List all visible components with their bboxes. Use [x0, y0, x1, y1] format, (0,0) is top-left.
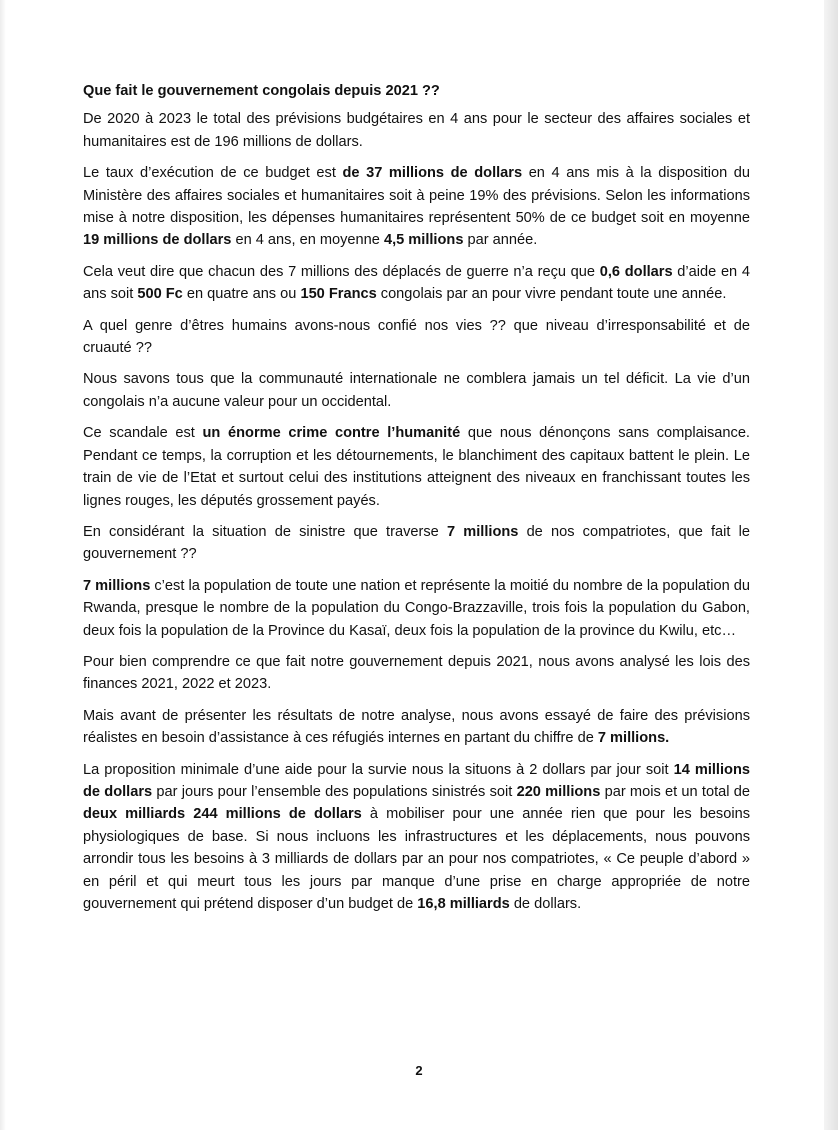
- page-right-edge: [824, 0, 838, 1130]
- paragraph: [83, 521, 750, 566]
- bold-text: 0,6 dollars: [599, 263, 673, 280]
- text-run: Mais avant de présenter les résultats de notre analyse, nous avons essayé de faire des prévisions réalistes en besoin d’assistance à ces réfugiés internes en partant du chiffre de: [83, 707, 750, 747]
- text-run: c’est la population de toute une nation et représente la moitié du nombre de la population du Rwanda, presque le nombre de la population du Congo-Brazzaville, trois fois la population du Gabon, deux fois la population de la Province du Kasaï, deux fois la population de la province du Kwilu, etc…: [83, 577, 751, 639]
- text-run: La proposition minimale d’une aide pour la survie nous la situons à 2 dollars par jour soit: [83, 761, 674, 778]
- paragraph: [83, 315, 750, 360]
- bold-text: 19 millions de dollars: [83, 232, 232, 249]
- text-run: de nos compatriotes, que fait le gouvernement ??: [83, 523, 750, 563]
- text-run: que nous dénonçons sans complaisance. Pendant ce temps, la corruption et les détournements, le blanchiment des capitaux battent le plein. Le train de vie de l’Etat et surtout celui des institutions atteignent des niveaux en franchissant toutes les lignes rouges, les députés grossement payés.: [83, 425, 750, 509]
- bold-text: 500 Fc: [137, 286, 183, 303]
- text-run: En considérant la situation de sinistre que traverse: [83, 523, 447, 540]
- text-run: Ce scandale est: [83, 425, 203, 442]
- text-run: par mois et un total de: [600, 783, 750, 800]
- page-left-edge: [0, 0, 6, 1130]
- bold-text: un énorme crime contre l’humanité: [202, 425, 461, 442]
- bold-text: 4,5 millions: [383, 232, 464, 249]
- text-run: en 4 ans mis à la disposition du Ministère des affaires sociales et humanitaires soit à peine 19% des prévisions. Selon les informations mise à notre disposition, les dépenses humanitaires représentent 50% de ce budget soit en moyenne: [83, 165, 751, 227]
- text-run: en quatre ans ou: [182, 286, 301, 303]
- text-run: en 4 ans, en moyenne: [231, 232, 384, 249]
- paragraph: [83, 422, 750, 512]
- page-number: 2: [415, 1063, 423, 1078]
- paragraph-list: [83, 108, 750, 915]
- paragraph: [83, 108, 750, 153]
- paragraph: [83, 651, 750, 696]
- text-run: Cela veut dire que chacun des 7 millions des déplacés de guerre n’a reçu que: [83, 263, 600, 280]
- paragraph: [83, 162, 750, 252]
- bold-text: 7 millions: [83, 577, 151, 594]
- text-run: à mobiliser pour une année rien que pour les besoins physiologiques de base. Si nous incluons les infrastructures et les déplacements, nous pouvons arrondir tous les besoins à 3 milliards de dollars par an pour nos compatriotes, « Ce peuple d’abord » en péril et qui meurt tous les jours par manque d’une prise en charge appropriée de notre gouvernement qui prétend disposer d’un budget de: [83, 806, 750, 912]
- text-run: Le taux d’exécution de ce budget est: [83, 165, 343, 182]
- bold-text: 220 millions: [516, 783, 601, 800]
- text-run: Nous savons tous que la communauté internationale ne comblera jamais un tel déficit. La vie d’un congolais n’a aucune valeur pour un occidental.: [83, 371, 750, 410]
- paragraph: [83, 759, 750, 916]
- text-run: Pour bien comprendre ce que fait notre gouvernement depuis 2021, nous avons analysé les lois des finances 2021, 2022 et 2023.: [83, 653, 750, 693]
- text-run: par année.: [463, 232, 538, 249]
- text-run: de dollars.: [509, 896, 582, 912]
- paragraph: [83, 368, 750, 413]
- paragraph: [83, 705, 750, 750]
- bold-text: de 37 millions de dollars: [342, 165, 523, 182]
- bold-text: deux milliards 244 millions de dollars: [83, 806, 362, 823]
- bold-text: 7 millions: [446, 523, 519, 540]
- bold-text: 150 Francs: [300, 286, 377, 303]
- document-body: [83, 80, 750, 924]
- text-run: par jours pour l’ensemble des populations sinistrés soit: [152, 783, 517, 800]
- bold-text: 14 millions de dollars: [83, 761, 750, 800]
- text-run: De 2020 à 2023 le total des prévisions budgétaires en 4 ans pour le secteur des affaires sociales et humanitaires est de 196 millions de dollars.: [83, 111, 750, 150]
- text-run: d’aide en 4 ans soit: [83, 263, 750, 303]
- bold-text: 16,8 milliards: [417, 896, 510, 912]
- text-run: congolais par an pour vivre pendant toute une année.: [376, 286, 727, 303]
- paragraph: [83, 575, 750, 642]
- bold-text: 7 millions.: [597, 730, 670, 747]
- text-run: A quel genre d’êtres humains avons-nous confié nos vies ?? que niveau d’irresponsabilité et de cruauté ??: [83, 317, 750, 357]
- section-heading: Que fait le gouvernement congolais depuis 2021 ??: [83, 83, 440, 99]
- paragraph: [83, 261, 750, 306]
